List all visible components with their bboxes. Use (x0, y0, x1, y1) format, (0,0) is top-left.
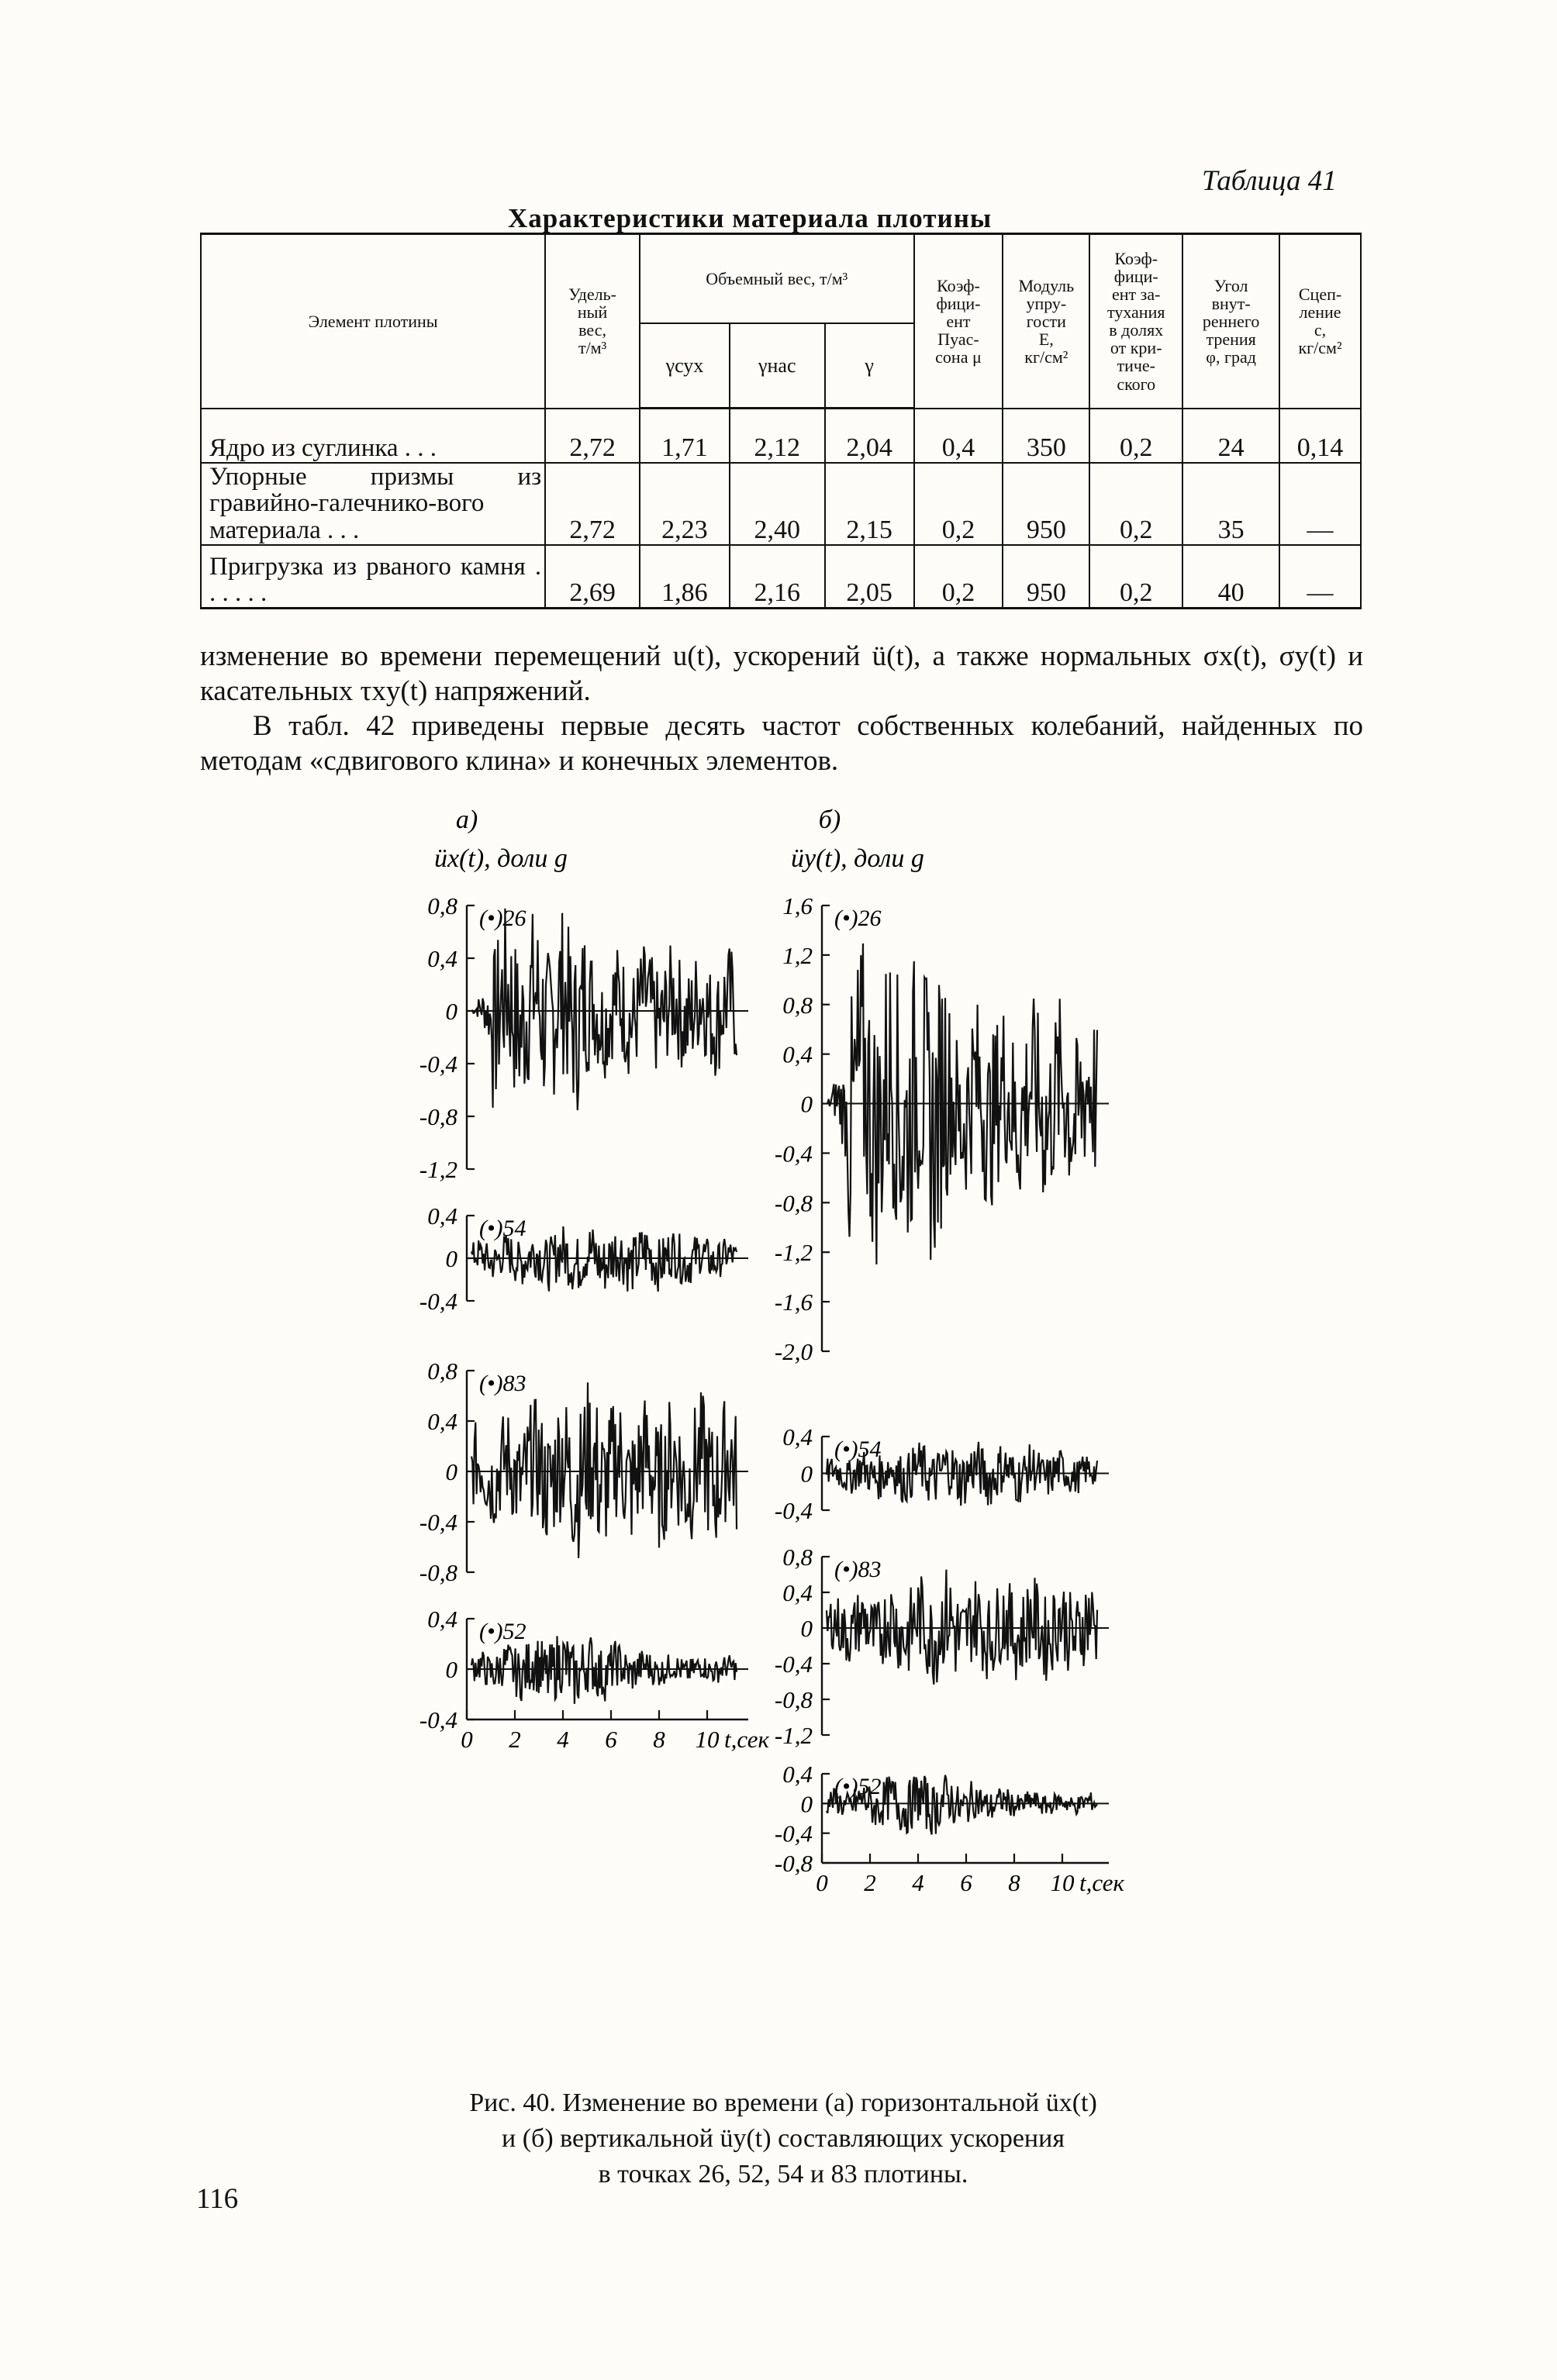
header-damping: Коэф- фици- ент за- тухания в долях от кри- тиче- ского (1089, 234, 1182, 409)
cell: 2,69 (545, 545, 640, 609)
y-tick-label: 0 (445, 1245, 457, 1272)
x-tick-label: 0 (816, 1869, 828, 1896)
cell: 0,2 (1089, 409, 1182, 463)
header-element: Элемент плотины (201, 234, 545, 409)
point-label: (•)54 (834, 1437, 882, 1462)
cell: 0,4 (914, 409, 1003, 463)
x-axis-label: t,сек (724, 1726, 769, 1753)
header-cohesion: Сцеп- ление c, кг/см² (1279, 234, 1361, 409)
y-tick-label: -0,8 (774, 1850, 813, 1877)
cell: 2,05 (825, 545, 914, 609)
acceleration-trace (471, 909, 737, 1110)
y-tick-label: 1,6 (782, 892, 813, 919)
y-tick-label: 0,4 (782, 1423, 813, 1450)
cell: 2,72 (545, 463, 640, 545)
row-element: Пригрузка из рваного камня . . . . . . (201, 545, 545, 609)
y-tick-label: -2,0 (774, 1338, 813, 1365)
point-label: (•)83 (834, 1557, 882, 1582)
figure-caption (388, 2085, 1179, 2192)
acceleration-trace (471, 1636, 737, 1703)
x-tick-label: 10 (695, 1726, 720, 1753)
y-tick-label: 0 (445, 1656, 457, 1683)
cell: 2,16 (730, 545, 825, 609)
y-tick-label: -0,4 (774, 1140, 813, 1168)
y-tick-label: 0 (800, 1090, 813, 1118)
y-tick-label: 0 (800, 1615, 813, 1642)
y-tick-label: 0 (445, 998, 457, 1025)
y-tick-label: 0,8 (427, 892, 457, 919)
x-tick-label: 6 (605, 1726, 617, 1753)
x-tick-label: 4 (557, 1726, 569, 1753)
y-tick-label: 0,8 (782, 991, 813, 1019)
acceleration-trace (471, 1382, 737, 1558)
x-tick-label: 2 (864, 1869, 876, 1896)
y-tick-label: -0,8 (419, 1103, 457, 1130)
cell: 0,2 (1089, 545, 1182, 609)
body-text (200, 639, 1363, 778)
cell: 2,40 (730, 463, 825, 545)
point-label: (•)52 (479, 1619, 526, 1644)
y-tick-label: 0 (800, 1790, 813, 1818)
header-friction: Угол внут- реннего трения φ, град (1182, 234, 1279, 409)
paragraph-2: В табл. 42 приведены первые десять частот собственных колебаний, найденных по методам «сдвигового клина» и конечных элементов. (200, 710, 1363, 777)
cell: 40 (1182, 545, 1279, 609)
header-poisson: Коэф- фици- ент Пуас- сона μ (914, 234, 1003, 409)
cell: 0,2 (914, 463, 1003, 545)
y-tick-label: -0,4 (419, 1050, 457, 1078)
row-element: Ядро из суглинка . . . (201, 409, 545, 463)
cell: 35 (1182, 463, 1279, 545)
cell: 1,86 (640, 545, 730, 609)
y-tick-label: 0,4 (427, 1408, 457, 1435)
x-tick-label: 10 (1050, 1869, 1075, 1896)
figure-caption-line: Рис. 40. Изменение во времени (а) горизонтальной üx(t) (469, 2089, 1097, 2117)
y-tick-label: 0,4 (782, 1761, 813, 1788)
cell: — (1279, 545, 1361, 609)
table-row (201, 545, 1361, 609)
x-tick-label: 0 (461, 1726, 473, 1753)
cell: 2,23 (640, 463, 730, 545)
cell: 0,2 (1089, 463, 1182, 545)
x-tick-label: 6 (960, 1869, 972, 1896)
x-tick-label: 2 (509, 1726, 521, 1753)
cell: 1,71 (640, 409, 730, 463)
panel-label: а) (455, 805, 478, 834)
table-row (201, 463, 1361, 545)
y-tick-label: 0 (800, 1460, 813, 1488)
panel-label: б) (818, 805, 841, 834)
y-tick-label: -1,2 (419, 1156, 457, 1183)
cell: 0,14 (1279, 409, 1361, 463)
y-tick-label: -1,2 (774, 1239, 813, 1267)
table-caption: Таблица 41 (1202, 165, 1337, 197)
acceleration-figure (372, 805, 1194, 2068)
table-row (201, 409, 1361, 463)
header-volumetric-weight: Объемный вес, т/м³ (640, 234, 914, 323)
header-specific-weight: Удель- ный вес, т/м³ (545, 234, 640, 409)
y-tick-label: 0,4 (427, 945, 457, 972)
x-tick-label: 8 (653, 1726, 665, 1753)
y-tick-label: -0,4 (419, 1288, 457, 1315)
paragraph-1: изменение во времени перемещений u(t), ускорений ü(t), а также нормальных σx(t), σy(t) и касательных τxy(t) напряжений. (200, 640, 1363, 707)
point-label: (•)54 (479, 1216, 526, 1241)
cell: — (1279, 463, 1361, 545)
cell: 2,12 (730, 409, 825, 463)
point-label: (•)26 (479, 905, 526, 931)
y-tick-label: -0,4 (419, 1509, 457, 1536)
header-gamma-dry: γсух (640, 323, 730, 409)
cell: 2,15 (825, 463, 914, 545)
cell: 2,72 (545, 409, 640, 463)
y-tick-label: -0,8 (774, 1189, 813, 1217)
row-element: Упорные призмы из гравийно-галечнико-вого материала . . . (201, 463, 545, 545)
point-label: (•)83 (479, 1371, 526, 1396)
point-label: (•)52 (834, 1774, 882, 1799)
x-tick-label: 4 (912, 1869, 924, 1896)
y-tick-label: 0,4 (427, 1202, 457, 1230)
y-axis-label: üx(t), доли g (434, 844, 568, 873)
y-tick-label: -1,2 (774, 1722, 813, 1749)
y-tick-label: -0,4 (774, 1497, 813, 1524)
cell: 950 (1003, 545, 1089, 609)
page-number: 116 (196, 2183, 239, 2215)
point-label: (•)26 (834, 905, 882, 931)
cell: 2,04 (825, 409, 914, 463)
x-axis-label: t,сек (1079, 1869, 1124, 1896)
y-tick-label: 1,2 (782, 941, 813, 969)
y-tick-label: -0,8 (774, 1686, 813, 1713)
y-tick-label: -0,8 (419, 1559, 457, 1586)
y-tick-label: -0,4 (419, 1706, 457, 1733)
y-tick-label: -1,6 (774, 1288, 813, 1316)
y-tick-label: 0,4 (782, 1579, 813, 1606)
y-tick-label: 0,4 (427, 1606, 457, 1633)
cell: 24 (1182, 409, 1279, 463)
y-tick-label: -0,4 (774, 1819, 813, 1847)
header-gamma: γ (825, 323, 914, 409)
materials-table (200, 233, 1362, 609)
y-axis-label: üy(t), доли g (791, 844, 924, 873)
cell: 350 (1003, 409, 1089, 463)
x-tick-label: 8 (1008, 1869, 1020, 1896)
acceleration-trace (827, 1570, 1097, 1685)
y-tick-label: 0 (445, 1458, 457, 1485)
cell: 0,2 (914, 545, 1003, 609)
figure-caption-line: и (б) вертикальной üy(t) составляющих ускорения (502, 2124, 1065, 2153)
y-tick-label: 0,4 (782, 1040, 813, 1068)
y-tick-label: 0,8 (782, 1544, 813, 1571)
header-gamma-sat: γнас (730, 323, 825, 409)
cell: 950 (1003, 463, 1089, 545)
table-title: Характеристики материала плотины (508, 203, 993, 233)
figure-caption-line: в точках 26, 52, 54 и 83 плотины. (598, 2160, 968, 2189)
header-modulus: Модуль упру- гости E, кг/см² (1003, 234, 1089, 409)
y-tick-label: -0,4 (774, 1650, 813, 1678)
y-tick-label: 0,8 (427, 1357, 457, 1385)
